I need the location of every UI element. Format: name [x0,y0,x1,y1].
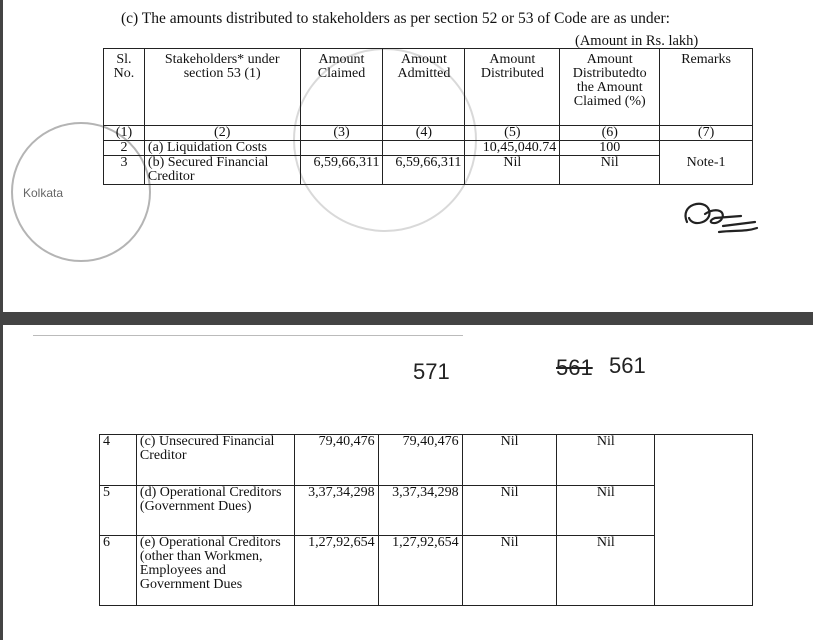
cell-distributed: 10,45,040.74 [465,141,560,156]
col-number: (1) [104,126,145,141]
cell-claimed: 1,27,92,654 [294,536,378,606]
handwritten-number: 561 [609,353,646,378]
header-remarks: Remarks [660,49,753,126]
document-page-1 [3,0,813,312]
header-percent: Amount Distributedto the Amount Claimed (%) [560,49,660,126]
cell-admitted: 6,59,66,311 [383,156,465,185]
col-number: (7) [660,126,753,141]
cell-sl: 2 [104,141,145,156]
cell-percent: Nil [560,156,660,185]
cell-distributed: Nil [462,435,557,486]
table-row [100,435,753,486]
section-heading: (c) The amounts distributed to stakeholders as per section 52 or 53 of Code are as under: [121,10,670,27]
col-number: (2) [144,126,300,141]
header-admitted: Amount Admitted [383,49,465,126]
cell-sl: 5 [100,485,137,536]
header-sl-no: Sl. No. [104,49,145,126]
cell-stakeholder: (d) Operational Creditors (Government Dues) [136,485,294,536]
table-row [100,485,753,536]
table-row [104,156,753,185]
table-row [100,536,753,606]
cell-sl: 4 [100,435,137,486]
distribution-table-continued [99,434,753,606]
divider [33,335,463,336]
unit-note: (Amount in Rs. lakh) [575,33,699,49]
table-row [104,141,753,156]
cell-stakeholder: (a) Liquidation Costs [144,141,300,156]
cell-percent: 100 [560,141,660,156]
col-number: (6) [560,126,660,141]
cell-percent: Nil [557,435,655,486]
cell-percent: Nil [557,485,655,536]
cell-stakeholder: (b) Secured Financial Creditor [144,156,300,185]
cell-percent: Nil [557,536,655,606]
cell-claimed: 3,37,34,298 [294,485,378,536]
cell-remarks: Note-1 [660,141,753,185]
cell-claimed: 6,59,66,311 [300,156,383,185]
document-page-2 [3,325,813,640]
cell-claimed: 79,40,476 [294,435,378,486]
signature-icon [675,192,765,242]
cell-sl: 3 [104,156,145,185]
handwritten-number: 571 [413,359,450,384]
cell-admitted [383,141,465,156]
col-number: (5) [465,126,560,141]
cell-distributed: Nil [465,156,560,185]
col-number: (4) [383,126,465,141]
cell-remarks [655,435,753,606]
cell-admitted: 79,40,476 [378,435,462,486]
cell-stakeholder: (c) Unsecured Financial Creditor [136,435,294,486]
header-distributed: Amount Distributed [465,49,560,126]
cell-claimed [300,141,383,156]
header-claimed: Amount Claimed [300,49,383,126]
cell-admitted: 3,37,34,298 [378,485,462,536]
distribution-table-top [103,48,753,185]
column-number-row [104,126,753,141]
table-header-row [104,49,753,126]
cell-sl: 6 [100,536,137,606]
cell-distributed: Nil [462,485,557,536]
cell-admitted: 1,27,92,654 [378,536,462,606]
cell-distributed: Nil [462,536,557,606]
header-stakeholders: Stakeholders* under section 53 (1) [144,49,300,126]
col-number: (3) [300,126,383,141]
stamp-text: Kolkata [23,186,64,200]
cell-stakeholder: (e) Operational Creditors (other than Workmen, Employees and Government Dues [136,536,294,606]
handwritten-number-struck: 561 [556,355,593,380]
